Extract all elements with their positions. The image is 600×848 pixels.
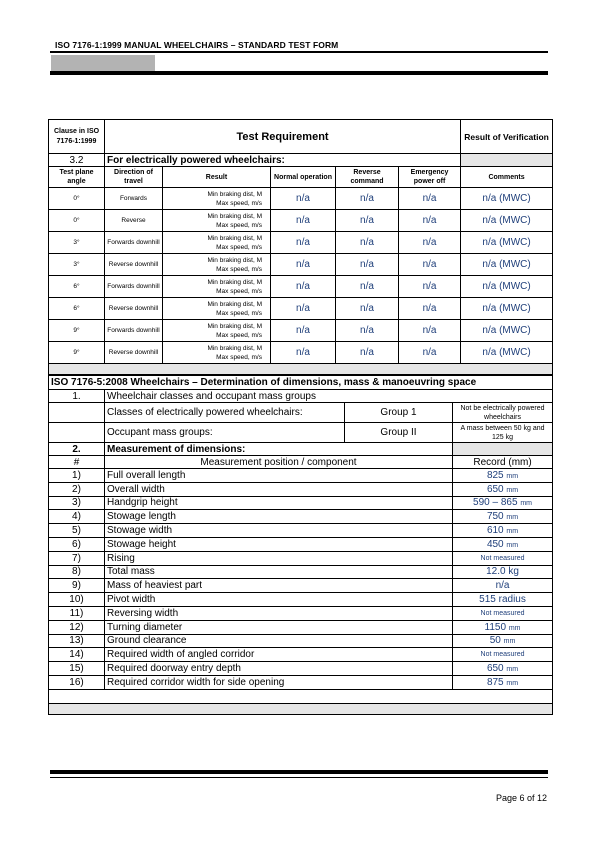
reverse: n/a (336, 254, 399, 276)
section-2-title: Measurement of dimensions: (105, 443, 453, 456)
measurement-record: 12.0 kg (453, 565, 553, 579)
record-unit: mm (503, 638, 516, 646)
col-result: Result (163, 167, 271, 188)
record-value: 450 (486, 538, 504, 550)
table-row (49, 593, 553, 607)
measurement-number: 1) (49, 469, 105, 483)
measurement-record: Not measured (453, 551, 553, 565)
table-row (49, 648, 553, 662)
comments: n/a (MWC) (461, 298, 553, 320)
measurement-record (453, 510, 553, 524)
table-row (49, 232, 553, 254)
record-unit: mm (506, 541, 519, 549)
measurement-number: 12) (49, 620, 105, 634)
angle: 9° (49, 320, 105, 342)
measurement-record: n/a (453, 579, 553, 593)
reverse: n/a (336, 276, 399, 298)
measurement-name: Pivot width (105, 593, 453, 607)
measurement-record (453, 620, 553, 634)
result (163, 232, 271, 254)
measurement-record: 515 radius (453, 593, 553, 607)
measurement-record (453, 662, 553, 676)
measurement-number: 3) (49, 496, 105, 510)
measurement-record (453, 469, 553, 483)
result-braking: Min braking dist, M (207, 300, 262, 308)
measurement-name: Mass of heaviest part (105, 579, 453, 593)
result-braking: Min braking dist, M (207, 322, 262, 330)
angle: 6° (49, 298, 105, 320)
col-emergency: Emergency power off (399, 167, 461, 188)
table-row (49, 634, 553, 648)
measurement-name: Reversing width (105, 606, 453, 620)
measurement-name: Stowage height (105, 537, 453, 551)
result-speed: Max speed, m/s (216, 243, 262, 251)
braking-test-table (48, 119, 553, 375)
header-gray-block (51, 55, 155, 71)
normal: n/a (271, 254, 336, 276)
col-number: # (49, 456, 105, 469)
record-value: 650 (486, 663, 504, 675)
result-speed: Max speed, m/s (216, 309, 262, 317)
table-row (49, 342, 553, 364)
record-value: 1150 (484, 621, 507, 633)
table-row (49, 524, 553, 538)
col-angle: Test plane angle (49, 167, 105, 188)
result (163, 320, 271, 342)
col-reverse: Reverse command (336, 167, 399, 188)
table-row (49, 298, 553, 320)
normal: n/a (271, 320, 336, 342)
emergency: n/a (399, 276, 461, 298)
record-unit: mm (506, 486, 519, 494)
empty-cell (49, 403, 105, 423)
clause-header: Clause in ISO 7176-1:1999 (49, 120, 105, 154)
comments: n/a (MWC) (461, 254, 553, 276)
reverse: n/a (336, 320, 399, 342)
record-unit: mm (520, 500, 532, 508)
col-record: Record (mm) (453, 456, 553, 469)
spacer-row (49, 703, 553, 714)
empty-row (49, 689, 553, 703)
measurement-number: 11) (49, 606, 105, 620)
measurement-name: Full overall length (105, 469, 453, 483)
direction: Forwards downhill (105, 320, 163, 342)
direction: Forwards downhill (105, 232, 163, 254)
table-row (49, 537, 553, 551)
measurement-record: Not measured (453, 606, 553, 620)
result-braking: Min braking dist, M (207, 344, 262, 352)
angle: 9° (49, 342, 105, 364)
measurement-record (453, 634, 553, 648)
section-1-title: Wheelchair classes and occupant mass groups (105, 390, 553, 403)
result-speed: Max speed, m/s (216, 265, 262, 273)
section-title: For electrically powered wheelchairs: (105, 154, 461, 167)
direction: Forwards (105, 188, 163, 210)
comments: n/a (MWC) (461, 342, 553, 364)
comments: n/a (MWC) (461, 188, 553, 210)
table-row (49, 675, 553, 689)
measurement-number: 2) (49, 482, 105, 496)
measurement-record (453, 675, 553, 689)
normal: n/a (271, 342, 336, 364)
measurement-number: 16) (49, 675, 105, 689)
table-row (49, 620, 553, 634)
result-braking: Min braking dist, M (207, 256, 262, 264)
angle: 3° (49, 232, 105, 254)
section-number: 3.2 (49, 154, 105, 167)
comments: n/a (MWC) (461, 210, 553, 232)
col-normal: Normal operation (271, 167, 336, 188)
table-row (49, 496, 553, 510)
reverse: n/a (336, 210, 399, 232)
emergency: n/a (399, 232, 461, 254)
direction: Reverse downhill (105, 298, 163, 320)
measurement-number: 4) (49, 510, 105, 524)
measurement-name: Required doorway entry depth (105, 662, 453, 676)
empty-cell (49, 423, 105, 443)
direction: Reverse downhill (105, 342, 163, 364)
table-row (49, 469, 553, 483)
normal: n/a (271, 188, 336, 210)
table-row (49, 662, 553, 676)
measurement-number: 14) (49, 648, 105, 662)
table-row (49, 565, 553, 579)
emergency: n/a (399, 298, 461, 320)
class-group: Group 1 (345, 403, 453, 423)
form-title: ISO 7176-1:1999 MANUAL WHEELCHAIRS – STANDARD TEST FORM (55, 40, 339, 50)
class-label: Classes of electrically powered wheelchairs: (105, 403, 345, 423)
result-verification-header: Result of Verification (461, 120, 553, 154)
measurement-name: Total mass (105, 565, 453, 579)
record-value: 50 (489, 635, 501, 647)
footer-thick-rule (50, 770, 548, 774)
section-1-number: 1. (49, 390, 105, 403)
measurement-number: 5) (49, 524, 105, 538)
measurement-name: Rising (105, 551, 453, 565)
class-note: Not be electrically powered wheelchairs (453, 403, 553, 423)
mass-group: Group II (345, 423, 453, 443)
result (163, 210, 271, 232)
measurement-name: Turning diameter (105, 620, 453, 634)
table-row (49, 606, 553, 620)
table-row (49, 276, 553, 298)
measurement-number: 8) (49, 565, 105, 579)
emergency: n/a (399, 320, 461, 342)
angle: 3° (49, 254, 105, 276)
record-value: 750 (486, 511, 504, 523)
measurement-name: Handgrip height (105, 496, 453, 510)
section-2-number: 2. (49, 443, 105, 456)
record-unit: mm (506, 679, 519, 687)
normal: n/a (271, 210, 336, 232)
angle: 6° (49, 276, 105, 298)
result-speed: Max speed, m/s (216, 287, 262, 295)
table-row (49, 510, 553, 524)
iso-7176-5-title: ISO 7176-5:2008 Wheelchairs – Determination of dimensions, mass & manoeuvring space (49, 376, 553, 390)
col-position: Measurement position / component (105, 456, 453, 469)
table-row (49, 551, 553, 565)
measurement-name: Ground clearance (105, 634, 453, 648)
header-thick-rule (50, 71, 548, 75)
measurement-name: Required width of angled corridor (105, 648, 453, 662)
record-unit: mm (506, 472, 519, 480)
mass-label: Occupant mass groups: (105, 423, 345, 443)
measurement-number: 7) (49, 551, 105, 565)
result (163, 254, 271, 276)
result-speed: Max speed, m/s (216, 331, 262, 339)
measurement-record (453, 537, 553, 551)
record-unit: mm (506, 514, 519, 522)
result-braking: Min braking dist, M (207, 212, 262, 220)
record-unit: mm (506, 666, 519, 674)
spacer-row (49, 364, 553, 375)
page-number: Page 6 of 12 (495, 793, 547, 803)
normal: n/a (271, 232, 336, 254)
measurement-name: Required corridor width for side opening (105, 675, 453, 689)
table-row (49, 188, 553, 210)
footer-rule (50, 777, 548, 778)
reverse: n/a (336, 342, 399, 364)
reverse: n/a (336, 232, 399, 254)
result-speed: Max speed, m/s (216, 221, 262, 229)
measurement-name: Stowage width (105, 524, 453, 538)
record-unit: mm (508, 624, 521, 632)
comments: n/a (MWC) (461, 232, 553, 254)
table-row (49, 320, 553, 342)
angle: 0° (49, 188, 105, 210)
emergency: n/a (399, 210, 461, 232)
measurement-number: 9) (49, 579, 105, 593)
result-braking: Min braking dist, M (207, 190, 262, 198)
table-row (49, 482, 553, 496)
emergency: n/a (399, 188, 461, 210)
measurement-name: Overall width (105, 482, 453, 496)
normal: n/a (271, 276, 336, 298)
record-value: 610 (486, 525, 504, 537)
direction: Reverse downhill (105, 254, 163, 276)
result (163, 298, 271, 320)
table-row (49, 579, 553, 593)
mass-note: A mass between 50 kg and 125 kg (453, 423, 553, 443)
header-rule (50, 51, 548, 53)
table-row (49, 210, 553, 232)
reverse: n/a (336, 298, 399, 320)
result (163, 342, 271, 364)
gray-cell (453, 443, 553, 456)
result-braking: Min braking dist, M (207, 234, 262, 242)
record-value: 650 (486, 483, 504, 495)
record-value: 875 (486, 676, 504, 688)
measurement-number: 13) (49, 634, 105, 648)
reverse: n/a (336, 188, 399, 210)
normal: n/a (271, 298, 336, 320)
record-value: 590 – 865 (473, 497, 518, 509)
result-speed: Max speed, m/s (216, 353, 262, 361)
record-value: 825 (486, 469, 504, 481)
result (163, 276, 271, 298)
record-unit: mm (506, 528, 519, 536)
direction: Reverse (105, 210, 163, 232)
measurement-number: 15) (49, 662, 105, 676)
comments: n/a (MWC) (461, 320, 553, 342)
table-row (49, 254, 553, 276)
result-braking: Min braking dist, M (207, 278, 262, 286)
emergency: n/a (399, 342, 461, 364)
test-requirement-header: Test Requirement (105, 120, 461, 154)
gray-cell (461, 154, 553, 167)
measurement-record (453, 496, 553, 510)
measurement-record (453, 524, 553, 538)
emergency: n/a (399, 254, 461, 276)
result-speed: Max speed, m/s (216, 199, 262, 207)
angle: 0° (49, 210, 105, 232)
measurement-name: Stowage length (105, 510, 453, 524)
measurement-number: 6) (49, 537, 105, 551)
col-direction: Direction of travel (105, 167, 163, 188)
measurement-record: Not measured (453, 648, 553, 662)
col-comments: Comments (461, 167, 553, 188)
comments: n/a (MWC) (461, 276, 553, 298)
direction: Forwards downhill (105, 276, 163, 298)
measurement-record (453, 482, 553, 496)
result (163, 188, 271, 210)
dimensions-table (48, 375, 553, 715)
measurement-number: 10) (49, 593, 105, 607)
